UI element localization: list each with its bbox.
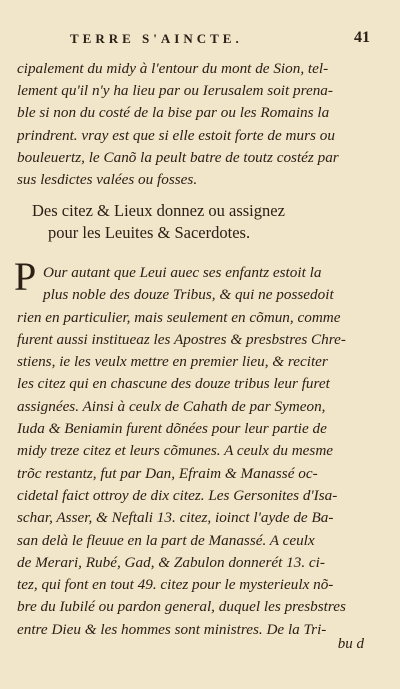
catchword: bu d [337,636,364,652]
text-line: san delà le fleuue en la part de Manassé. A ceulx [17,531,315,549]
heading-line: Des citez & Lieux donnez ou assignez [32,201,285,220]
text-line: midy treze citez et leurs cõmunes. A ceulx du mesme [17,442,334,460]
text-line: plus noble des douze Tribus, & qui ne possedoit [43,286,334,304]
text-line: les citez qui en chascune des douze tribus leur furet [17,375,330,393]
text-line: entre Dieu & les hommes sont ministres. De la Tri- [17,620,327,638]
text-line: stiens, ie les veulx mettre en premier lieu, & reciter [17,353,328,371]
text-line: lement qu'il n'y ha lieu par ou Ierusalem soit prena- [17,82,333,100]
heading-line: pour les Leuites & Sacerdotes. [48,223,251,242]
text-line: Our autant que Leui auec ses enfantz estoit la [43,264,322,281]
text-line: sus lesdictes valées ou fosses. [17,170,198,188]
running-title: TERRE S'AINCTE. [70,31,243,46]
text-line: cidetal faict ottroy de dix citez. Les Gersonites d'Isa- [17,486,338,504]
text-line: bouleuertz, le Canõ la peult batre de toutz costéz par [17,148,339,166]
text-line: Iuda & Beniamin furent dõnées pour leur partie de [17,420,327,438]
text-line: cipalement du midy à l'entour du mont de Sion, tel- [17,60,329,77]
text-line: tez, qui font en tout 49. citez pour le mysterieulx nõ- [17,576,334,594]
text-line: furent aussi institueaz les Apostres & presbstres Chre- [17,330,346,348]
text-line: schar, Asser, & Neftali 13. citez, ioinct l'ayde de Ba- [17,509,334,527]
text-line: de Merari, Rubé, Gad, & Zabulon donnerét 13. ci- [17,553,325,571]
text-line: ble si non du costé de la bise par ou les Romains la [17,104,330,122]
text-line: assignées. Ainsi à ceulx de Cahath de par Symeon, [17,397,326,415]
top-paragraph [17,58,371,191]
drop-cap: P [14,254,37,299]
text-line: prindrent. vray est que si elle estoit forte de murs ou [17,126,335,144]
running-head [70,29,370,47]
body-paragraph [17,262,371,641]
text-line: bre du Iubilé ou pardon general, duquel les presbstres [17,598,346,616]
text-line: rien en particulier, mais seulement en cõmun, comme [17,308,341,326]
section-heading [32,200,352,244]
text-line: trõc restantz, fut par Dan, Efraim & Manassé oc- [17,464,318,482]
page-number: 41 [354,29,370,46]
